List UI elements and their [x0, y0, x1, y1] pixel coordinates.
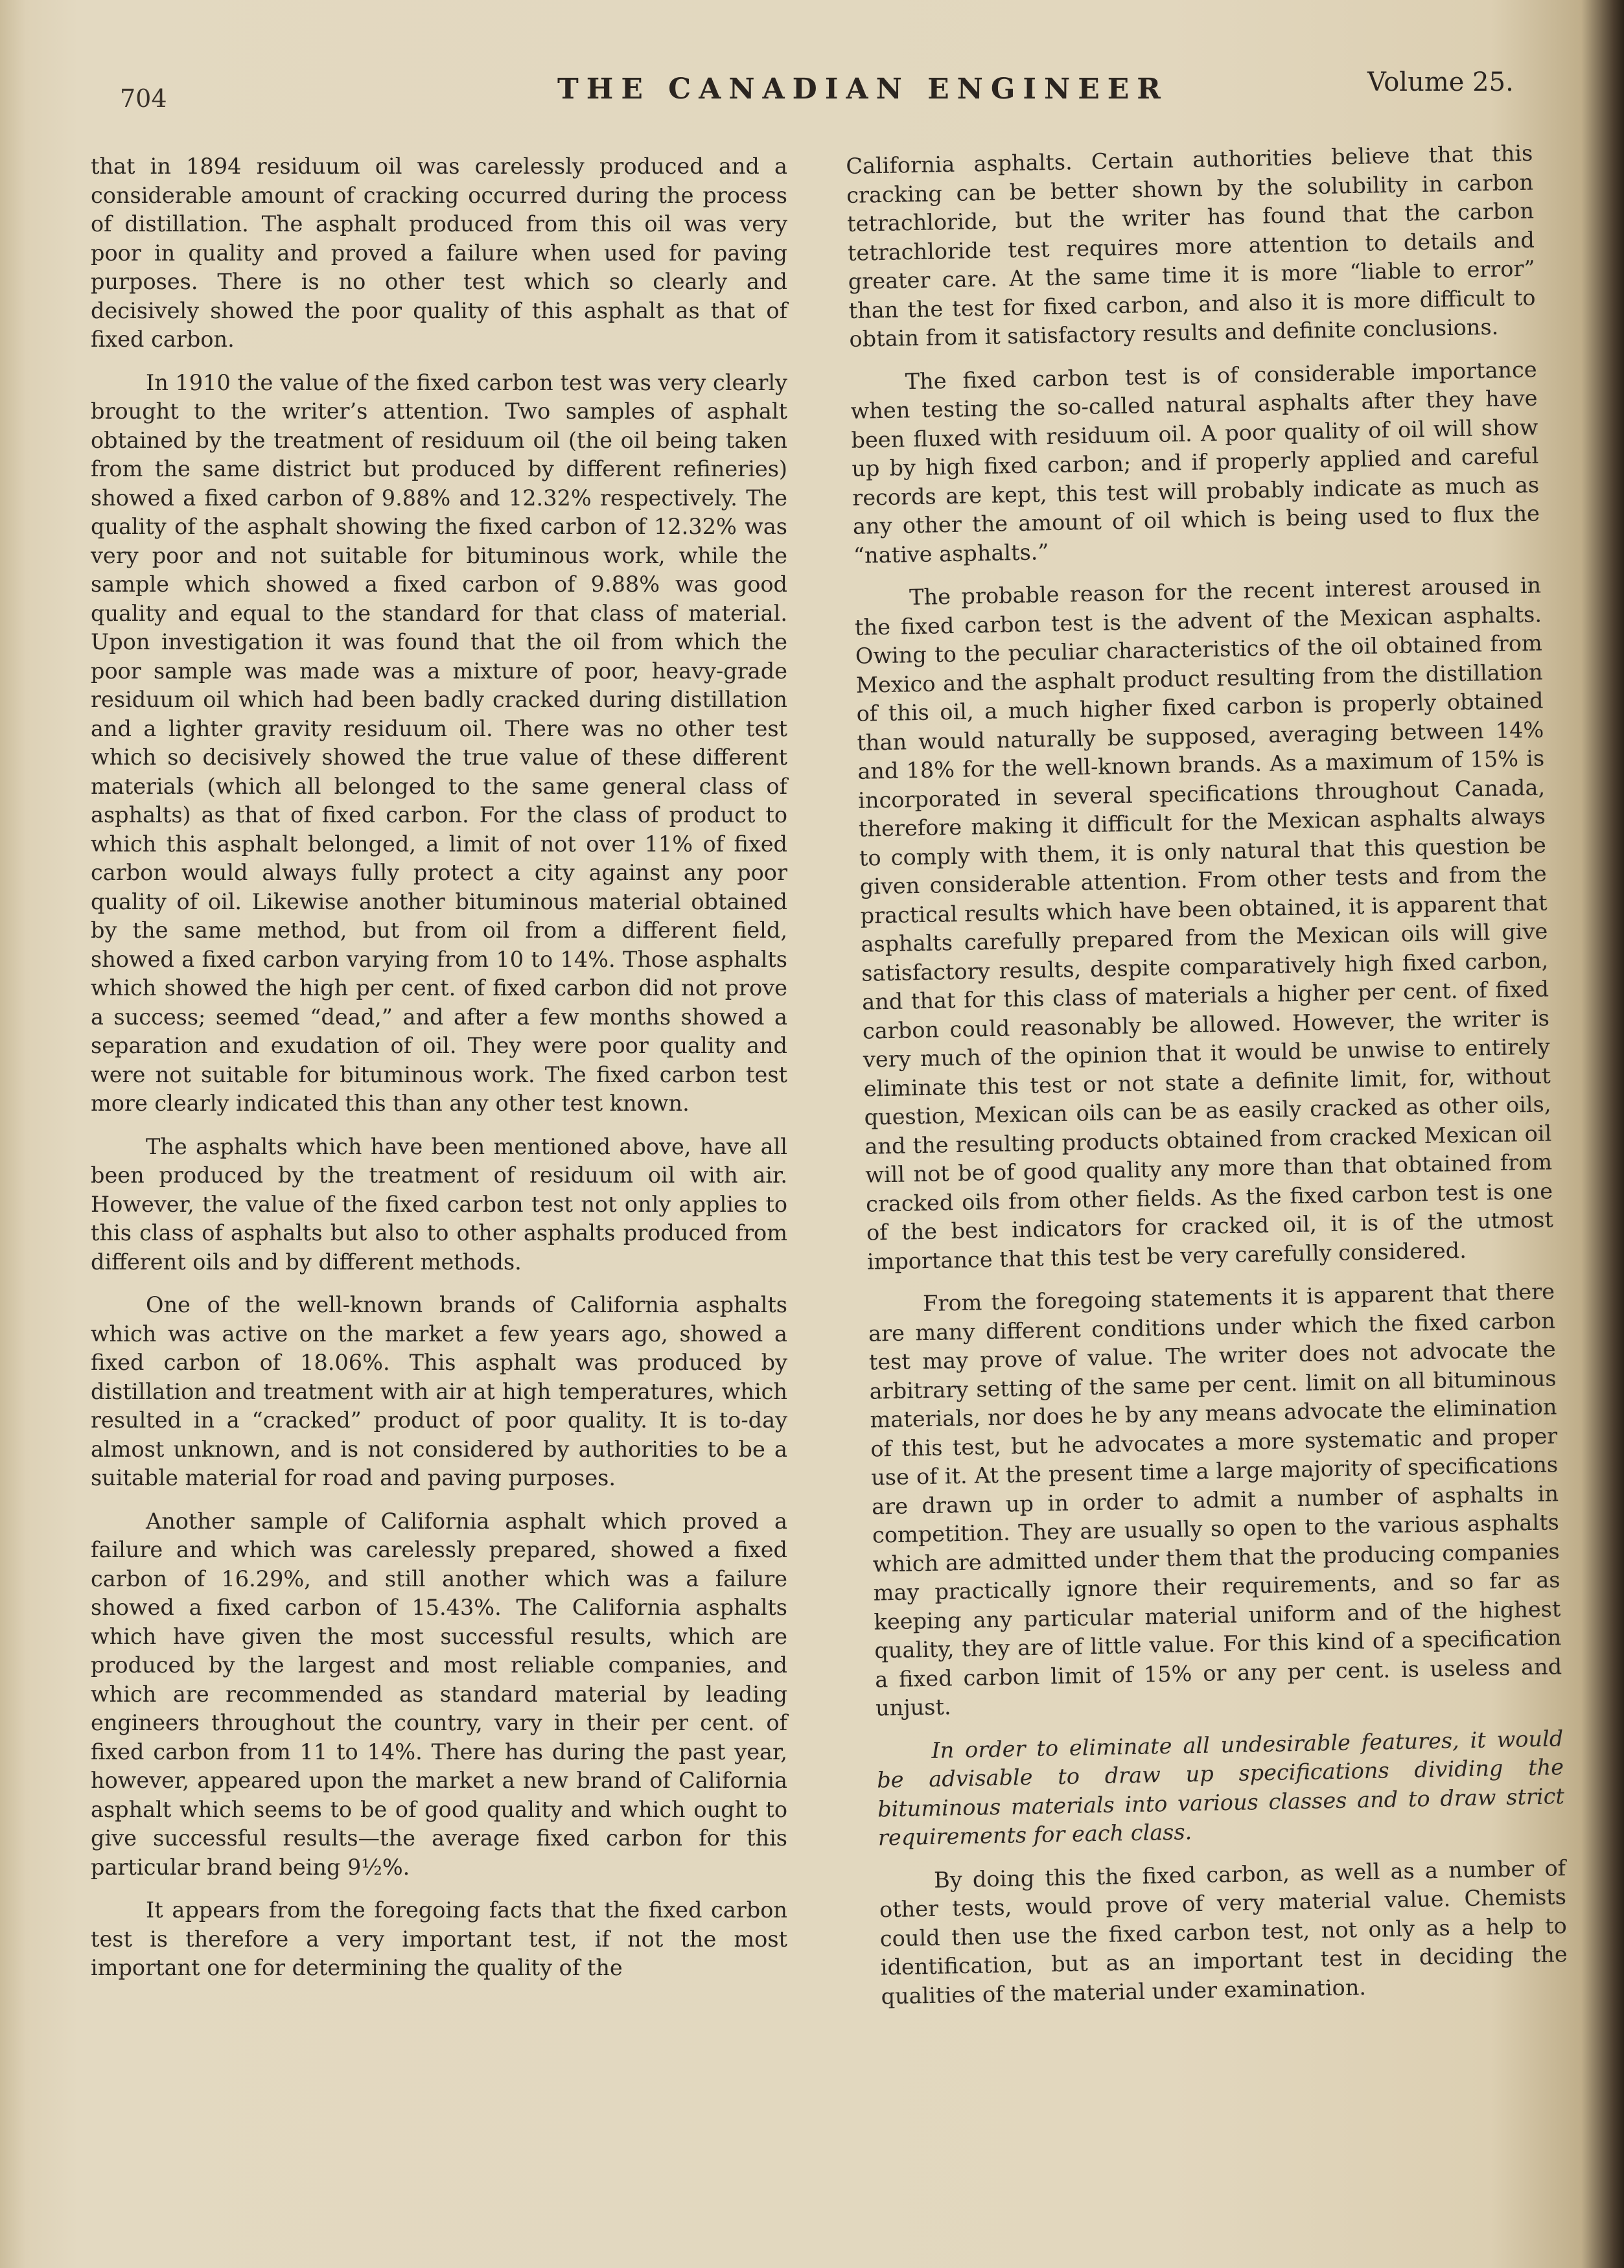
page-number: 704: [120, 84, 167, 113]
right-paragraph-1: California asphalts. Certain authorities believe that this cracking can be better shown by the solubility in carbon tetrachloride, but the writer has found that the carbon tetrachloride test requires more attention to details and greater care. At the same time it is more “liable to error” than the test for fixed carbon, and also it is more difficult to obtain from it satisfactory results and definite conclusions.: [846, 140, 1536, 352]
left-paragraph-5: Another sample of California asphalt which proved a failure and which was carelessly prepared, showed a fixed carbon of 16.29%, and still another which was a failure showed a fixed carbon of 15.43%. The California asphalts which have given the most successful results, which are produced by the largest and most reliable companies, and which are recommended as standard material by leading engineers throughout the country, vary in their per cent. of fixed carbon from 11 to 14%. There has during the past year, however, appeared upon the market a new brand of California asphalt which seems to be of good quality and which ought to give successful results—the average fixed carbon for this particular brand being 9½%.: [91, 1508, 787, 1880]
right-column: [846, 139, 1568, 2026]
journal-title: THE CANADIAN ENGINEER: [557, 73, 1168, 106]
left-paragraph-6: It appears from the foregoing facts that the fixed carbon test is therefore a very important test, if not the most important one for determining the quality of the: [91, 1897, 787, 1980]
right-paragraph-5-italic: In order to eliminate all undesirable features, it would be advisable to draw up specifications dividing the bituminous materials into various classes and to draw strict requirements for each class.: [876, 1725, 1565, 1851]
right-paragraph-4: From the foregoing statements it is apparent that there are many different conditions under which the fixed carbon test may prove of value. The writer does not advocate the arbitrary setting of the same per cent. limit on all bituminous materials, nor does he by any means advocate the elimination of this test, but he advocates a more systematic and proper use of it. At the present time a large majority of specifications are drawn up in order to admit a number of asphalts in competition. They are usually so open to the various asphalts which are admitted under them that the producing companies may practically ignore their requirements, and so far as keeping any particular material uniform and of the highest quality, they are of little value. For this kind of a specification a fixed carbon limit of 15% or any per cent. is useless and unjust.: [868, 1279, 1562, 1721]
left-paragraph-3: The asphalts which have been mentioned above, have all been produced by the treatment of residuum oil with air. However, the value of the fixed carbon test not only applies to this class of asphalts but also to other asphalts produced from different oils and by different methods.: [91, 1133, 787, 1275]
right-paragraph-2: The fixed carbon test is of considerable importance when testing the so-called natural asphalts after they have been fluxed with residuum oil. A poor quality of oil will show up by high fixed carbon; and if properly applied and careful records are kept, this test will probably indicate as much as any other the amount of oil which is being used to flux the “native asphalts.”: [850, 356, 1540, 568]
right-paragraph-3: The probable reason for the recent interest aroused in the fixed carbon test is the advent of the Mexican asphalts. Owing to the peculiar characteristics of the oil obtained from Mexico and the asphalt product resulting from the distillation of this oil, a much higher fixed carbon is properly obtained than would naturally be supposed, averaging between 14% and 18% for the well-known brands. As a maximum of 15% is incorporated in several specifications throughout Canada, therefore making it difficult for the Mexican asphalts always to comply with them, it is only natural that this question be given considerable attention. From other tests and from the practical results which have been obtained, it is apparent that asphalts carefully prepared from the Mexican oils will give satisfactory results, despite comparatively high fixed carbon, and that for this class of materials a higher per cent. of fixed carbon could reasonably be allowed. However, the writer is very much of the opinion that it would be unwise to entirely eliminate this test or not state a definite limit, for, without question, Mexican oils can be as easily cracked as other oils, and the resulting products obtained from cracked Mexican oil will not be of good quality any more than that obtained from cracked oils from other fields. As the fixed carbon test is one of the best indicators for cracked oil, it is of the utmost importance that this test be very carefully considered.: [854, 572, 1554, 1275]
volume-label: Volume 25.: [1367, 67, 1514, 97]
left-paragraph-1: that in 1894 residuum oil was carelessly produced and a considerable amount of cracking occurred during the process of distillation. The asphalt produced from this oil was very poor in quality and proved a failure when used for paving purposes. There is no other test which so clearly and decisively showed the poor quality of this asphalt as that of fixed carbon.: [91, 154, 787, 352]
left-paragraph-4: One of the well-known brands of California asphalts which was active on the market a few years ago, showed a fixed carbon of 18.06%. This asphalt was produced by distillation and treatment with air at high temperatures, which resulted in a “cracked” product of poor quality. It is to-day almost unknown, and is not considered by authorities to be a suitable material for road and paving purposes.: [91, 1292, 787, 1490]
right-paragraph-6: By doing this the fixed carbon, as well as a number of other tests, would prove of very material value. Chemists could then use the fixed carbon test, not only as a help to identification, but as an important test in deciding the qualities of the material under examination.: [879, 1855, 1568, 2009]
left-paragraph-2: In 1910 the value of the fixed carbon test was very clearly brought to the writer’s attention. Two samples of asphalt obtained by the treatment of residuum oil (the oil being taken from the same district but produced by different refineries) showed a fixed carbon of 9.88% and 12.32% respectively. The quality of the asphalt showing the fixed carbon of 12.32% was very poor and not suitable for bituminous work, while the sample which showed a fixed carbon of 9.88% was good quality and equal to the standard for that class of material. Upon investigation it was found that the oil from which the poor sample was made was a mixture of poor, heavy-grade residuum oil which had been badly cracked during distillation and a lighter gravity residuum oil. There was no other test which so decisively showed the true value of these different materials (which all belonged to the same general class of asphalts) as that of fixed carbon. For the class of product to which this asphalt belonged, a limit of not over 11% of fixed carbon would always fully protect a city against any poor quality of oil. Likewise another bituminous material obtained by the same method, but from oil from a different field, showed a fixed carbon varying from 10 to 14%. Those asphalts which showed the high per cent. of fixed carbon did not prove a success; seemed “dead,” and after a few months showed a separation and exudation of oil. They were poor quality and were not suitable for bituminous work. The fixed carbon test more clearly indicated this than any other test known.: [91, 369, 787, 1116]
left-column: [91, 152, 787, 1997]
